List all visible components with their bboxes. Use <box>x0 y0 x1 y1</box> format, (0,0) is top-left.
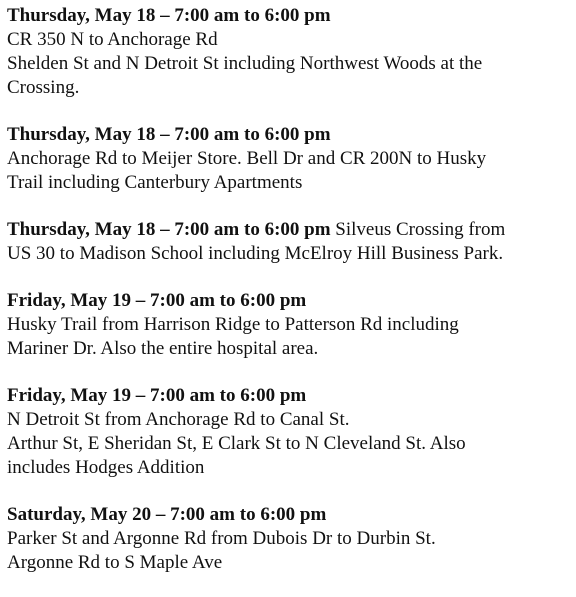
schedule-entry <box>7 4 573 100</box>
schedule-entry <box>7 123 573 195</box>
entry-heading: Saturday, May 20 – 7:00 am to 6:00 pm <box>7 504 327 525</box>
entry-heading: Thursday, May 18 – 7:00 am to 6:00 pm <box>7 124 331 145</box>
entry-line: Argonne Rd to S Maple Ave <box>7 552 223 573</box>
schedule-document <box>7 4 573 575</box>
schedule-entry <box>7 384 573 480</box>
entry-line: Anchorage Rd to Meijer Store. Bell Dr and CR 200N to Husky <box>7 148 487 169</box>
schedule-entry <box>7 218 573 266</box>
schedule-entry <box>7 503 573 575</box>
entry-line: US 30 to Madison School including McElroy Hill Business Park. <box>7 243 504 264</box>
entry-line: Trail including Canterbury Apartments <box>7 172 303 193</box>
entry-line: Husky Trail from Harrison Ridge to Patterson Rd including <box>7 314 459 335</box>
entry-heading: Friday, May 19 – 7:00 am to 6:00 pm <box>7 290 307 311</box>
entry-heading: Friday, May 19 – 7:00 am to 6:00 pm <box>7 385 307 406</box>
schedule-entry <box>7 289 573 361</box>
entry-heading-line <box>7 218 573 242</box>
entry-heading: Thursday, May 18 – 7:00 am to 6:00 pm <box>7 5 331 26</box>
entry-line: Arthur St, E Sheridan St, E Clark St to N Cleveland St. Also <box>7 433 466 454</box>
entry-heading: Thursday, May 18 – 7:00 am to 6:00 pm <box>7 219 331 240</box>
entry-line: Shelden St and N Detroit St including Northwest Woods at the <box>7 53 483 74</box>
entry-line: Parker St and Argonne Rd from Dubois Dr to Durbin St. <box>7 528 436 549</box>
entry-heading-tail: Silveus Crossing from <box>330 219 506 240</box>
entry-line: Crossing. <box>7 77 80 98</box>
entry-line: CR 350 N to Anchorage Rd <box>7 29 218 50</box>
entry-line: includes Hodges Addition <box>7 457 205 478</box>
entry-line: N Detroit St from Anchorage Rd to Canal St. <box>7 409 350 430</box>
entry-line: Mariner Dr. Also the entire hospital area. <box>7 338 319 359</box>
